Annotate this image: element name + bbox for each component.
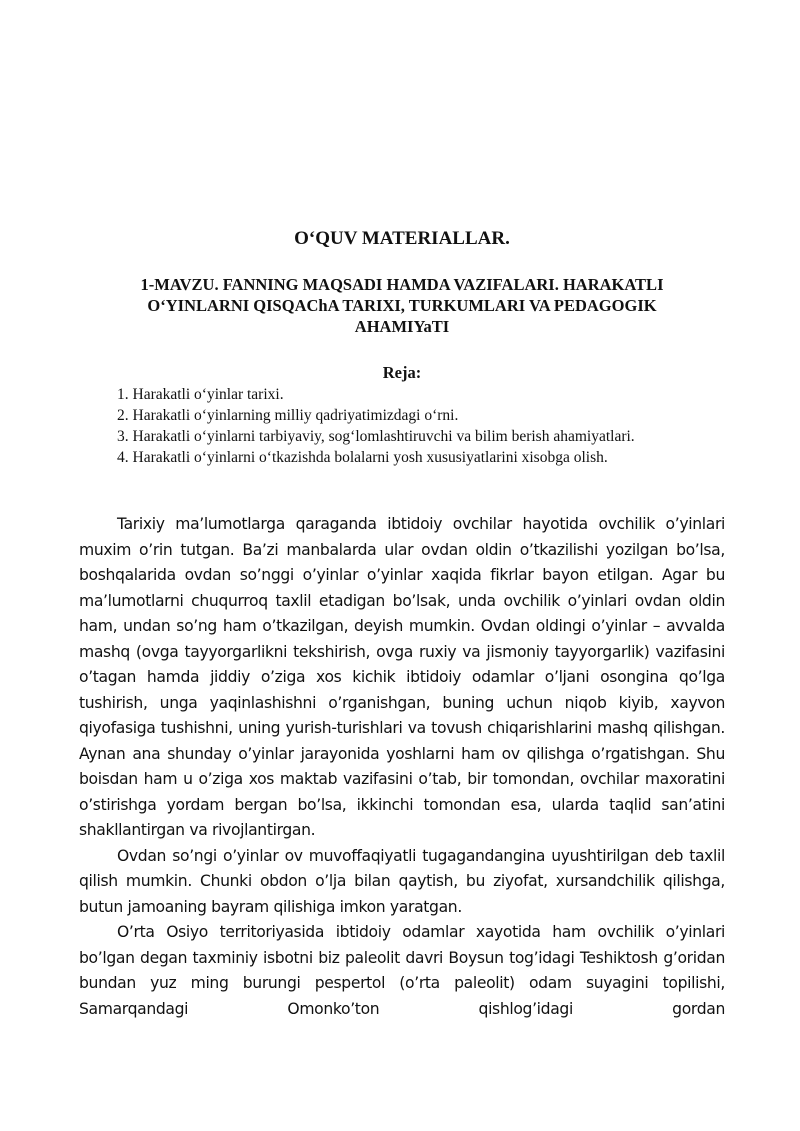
- topic-line: O‘YINLARNI QISQAChA TARIXI, TURKUMLARI VA PEDAGOGIK: [147, 296, 657, 315]
- body-paragraph: Tarixiy ma’lumotlarga qaraganda ibtidoiy ovchilar hayotida ovchilik o’yinlari muxim o’rin tutgan. Ba’zi manbalarda ular ovdan oldin o’tkazilishi yozilgan bo’lsa, boshqalarida ovdan so’nggi o’yinlar o’yinlar xaqida fikrlar bayon etilgan. Agar bu ma’lumotlarni chuqurroq taxlil etadigan bo’lsak, unda ovchilik o’yinlari ovdan oldin ham, undan so’ng ham o’tkazilgan, deyish mumkin. Ovdan oldingi o’yinlar – avvalda mashq (ovga tayyorgarlikni tekshirish, ovga ruxiy va jismoniy tayyorgarlik) vazifasini o’tagan hamda jiddiy o’ziga xos kichik ibtidoiy odamlar o’ljani osongina qo’lga tushirish, unga yaqinlashishni o’rganishgan, buning uchun niqob kiyib, xayvon qiyofasiga tushishni, uning yurish-turishlari va tovush chiqarishlarini mashq qilishgan. Aynan ana shunday o’yinlar jarayonida yoshlarni ham ov qilishga o’rgatishgan. Shu boisdan ham u o’ziga xos maktab vazifasini o’tab, bir tomondan, ovchilar maxoratini o’stirishga yordam bergan bo’lsa, ikkinchi tomondan esa, ularda taqlid san’atini shakllantirgan va rivojlantirgan.: [79, 515, 725, 839]
- page-title: O‘QUV MATERIALLAR.: [294, 228, 510, 249]
- plan-item: 1. Harakatli o‘yinlar tarixi.: [117, 386, 284, 403]
- topic-line: AHAMIYaTI: [354, 317, 450, 336]
- plan-item: 3. Harakatli o‘yinlarni tarbiyaviy, sog‘lomlashtiruvchi va bilim berish ahamiyatlari.: [117, 428, 635, 445]
- plan-item: 2. Harakatli o‘yinlarning milliy qadriyatimizdagi o‘rni.: [117, 407, 459, 424]
- topic-line: 1-MAVZU. FANNING MAQSADI HAMDA VAZIFALARI. HARAKATLI: [140, 275, 664, 294]
- topic-heading: [79, 274, 725, 337]
- plan-item: 4. Harakatli o‘yinlarni o‘tkazishda bolalarni yosh xususiyatlarini xisobga olish.: [117, 449, 608, 466]
- body-text: [79, 512, 725, 1022]
- body-paragraph: O’rta Osiyo territoriyasida ibtidoiy odamlar xayotida ham ovchilik o’yinlari bo’lgan degan taxminiy isbotni biz paleolit davri Boysun tog’idagi Teshiktosh g’oridan bundan yuz ming burungi pespertol (o’rta paleolit) odam suyagini topilishi, Samarqandagi Omonko’ton qishlog’idagi gordan: [79, 923, 725, 1018]
- plan-heading: Reja:: [382, 363, 422, 382]
- body-paragraph: Ovdan so’ngi o’yinlar ov muvoffaqiyatli tugagandangina uyushtirilgan deb taxlil qilish mumkin. Chunki obdon o’lja bilan qaytish, bu ziyofat, xursandchilik qilishga, butun jamoaning bayram qilishiga imkon yaratgan.: [79, 846, 725, 916]
- plan-list: [79, 384, 725, 468]
